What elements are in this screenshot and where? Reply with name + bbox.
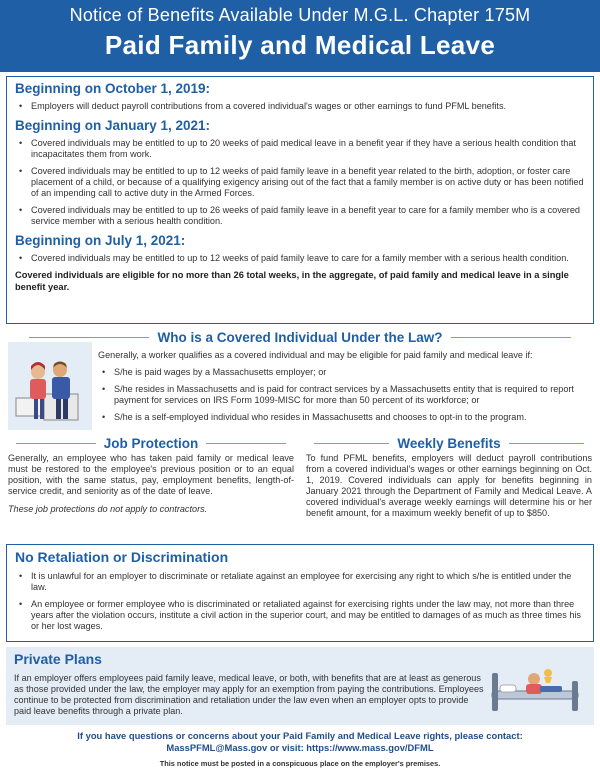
title-divider-left (314, 443, 389, 444)
title-divider-left (16, 443, 96, 444)
footer-contact: MassPFML@Mass.gov or visit: https://www.mass.gov/DFML (166, 742, 434, 753)
weekly-benefits-title-row (306, 434, 592, 452)
jan2021-bullet-3: • Covered individuals may be entitled to up to 26 weeks of paid family leave in a benefit year to care for a family member who is a covered service member with a serious health condition. (15, 205, 585, 227)
weekly-benefits-text: To fund PFML benefits, employers will deduct payroll contributions from a covered individual's wages or other earnings beginning on Oct. 1, 2019. Covered individuals can apply for benefits beginning in January 2021 through the Department of Family and Medical Leave. A covered individual's average weekly earnings will determine his or her benefit amount, for a maximum weekly benefit of up to $850. (306, 453, 592, 518)
family-icon (8, 342, 92, 430)
jan2021-bullet-2: • Covered individuals may be entitled to up to 12 weeks of paid family leave in a benefit year related to the birth, adoption, or foster care placement of a child, or because of a qualifying exigency arising out of the fact that a family member is on active duty or has been notified of an impending call to active duty in the Armed Forces. (15, 166, 585, 199)
no-retaliation-title: No Retaliation or Discrimination (15, 549, 229, 565)
covered-intro: Generally, a worker qualifies as a covered individual and may be eligible for paid family and medical leave if: (98, 350, 533, 360)
covered-section (6, 328, 594, 433)
no-retaliation-bullet-2: • An employee or former employee who is discriminated or retaliated against for exercising rights under the law may, not more than three years after the violation occurs, institute a civil action in the superior court, and may be entitled to damages of as much as three times his or her lost wages. (15, 599, 585, 632)
bed-illustration (486, 651, 586, 721)
job-protection-text: Generally, an employee who has taken paid family or medical leave must be restored to the employee's previous position or to an equal position, with the same status, pay, employment benefits, length-of-service credit, and seniority as of the date of leave. (8, 453, 294, 496)
oct2019-bullet-1: • Employers will deduct payroll contributions from a covered individual's wages or other earnings to fund PFML benefits. (15, 101, 585, 112)
title-divider-right (206, 443, 286, 444)
oct2019-title: Beginning on October 1, 2019: (15, 81, 211, 96)
private-plans-title: Private Plans (14, 651, 102, 667)
timeline-section (6, 76, 594, 324)
covered-bullet-1: • S/he is paid wages by a Massachusetts employer; or (98, 367, 592, 378)
jul2021-bullet-1: • Covered individuals may be entitled to up to 12 weeks of paid family leave to care for a family member with a serious health condition. (15, 253, 585, 264)
title-divider-right (451, 337, 571, 338)
job-protection-title-row (8, 434, 294, 452)
footer-question: If you have questions or concerns about your Paid Family and Medical Leave rights, please contact: (77, 730, 523, 741)
notice-header (0, 0, 600, 72)
private-plans-section (6, 647, 594, 725)
weekly-benefits-title: Weekly Benefits (397, 435, 501, 451)
family-illustration (8, 342, 92, 430)
covered-bullet-3: • S/he is a self-employed individual who resides in Massachusetts and chooses to opt-in to the program. (98, 412, 592, 423)
covered-content (98, 350, 592, 423)
hospital-bed-icon (486, 651, 586, 721)
no-retaliation-section (6, 544, 594, 642)
leave-summary: Covered individuals are eligible for no more than 26 total weeks, in the aggregate, of paid family and medical leave in a single benefit year. (15, 270, 569, 292)
covered-title-row (6, 328, 594, 346)
covered-title: Who is a Covered Individual Under the Law? (157, 329, 443, 345)
title-divider-right (509, 443, 584, 444)
covered-bullet-2: • S/he resides in Massachusetts and is paid for contract services by a Massachusetts entity that is required to report payment for services on IRS Form 1099-MISC for more than 50 percent of its workforce; or (98, 384, 592, 406)
header-title: Paid Family and Medical Leave (104, 30, 496, 60)
footer-posting-note: This notice must be posted in a conspicuous place on the employer's premises. (159, 759, 441, 768)
jan2021-title: Beginning on January 1, 2021: (15, 118, 211, 133)
jan2021-bullet-1: • Covered individuals may be entitled to up to 20 weeks of paid medical leave in a benefit year if they have a serious health condition that incapacitates them from work. (15, 138, 585, 160)
header-subtitle: Notice of Benefits Available Under M.G.L. Chapter 175M (69, 5, 531, 25)
private-plans-text: If an employer offers employees paid family leave, medical leave, or both, with benefits that are at least as generous as those provided under the law, the employer may apply for an exemption from paying the contributions. Employees continue to be protected from discrimination and retaliation under the law even when an employer opts to provide paid leave benefits through a private plan. (14, 673, 484, 716)
job-protection-title: Job Protection (103, 435, 199, 451)
title-divider-left (29, 337, 149, 338)
job-protection-section (8, 434, 294, 538)
job-protection-note: These job protections do not apply to contractors. (8, 504, 208, 514)
jul2021-title: Beginning on July 1, 2021: (15, 233, 186, 248)
no-retaliation-bullet-1: • It is unlawful for an employer to discriminate or retaliate against an employee for exercising any right to which s/he is entitled under the law. (15, 571, 585, 593)
weekly-benefits-section (306, 434, 592, 538)
